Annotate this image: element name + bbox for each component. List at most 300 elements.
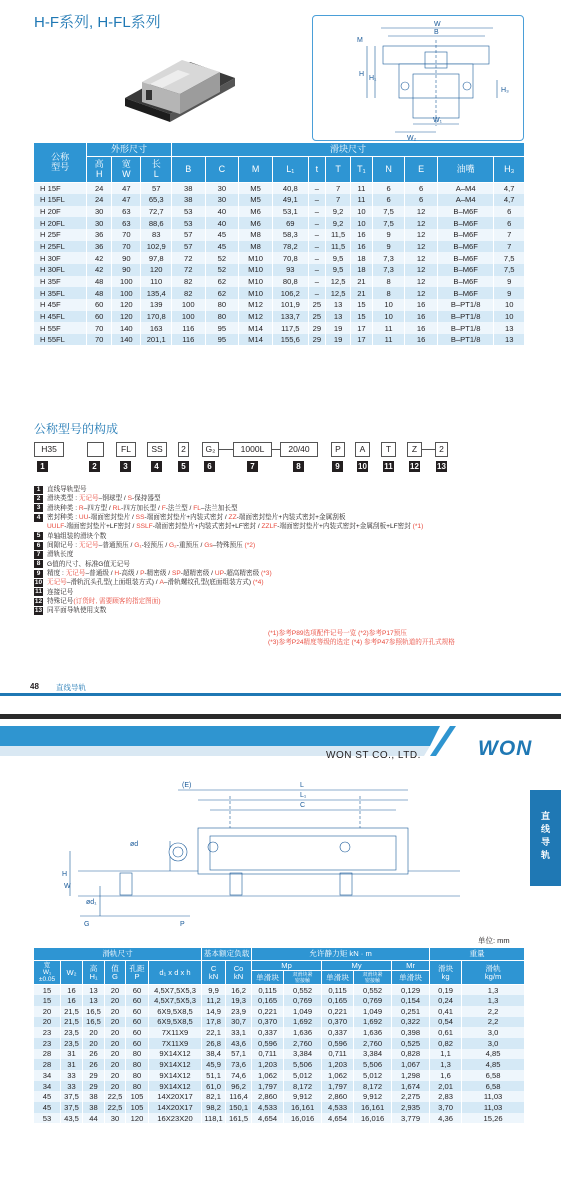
table-cell: 62: [205, 276, 239, 288]
table-cell: 1,298: [392, 1070, 430, 1081]
legend-text: [47, 504, 238, 513]
table-cell: 4,654: [252, 1113, 284, 1124]
table-cell: –: [308, 252, 325, 264]
table-cell: 12: [405, 241, 438, 253]
table-row: [34, 322, 525, 334]
table-cell: 16: [405, 311, 438, 323]
table-cell: 4,7: [494, 183, 525, 195]
legend-text: [47, 560, 130, 569]
col-d: d₁ x d x h: [149, 961, 202, 985]
table-cell: 21: [351, 287, 373, 299]
table-cell: 31: [61, 1059, 83, 1070]
legend-text: [47, 513, 345, 522]
table-cell: 30,7: [226, 1017, 252, 1028]
table-cell: 40,8: [272, 183, 308, 195]
table-cell: 11,2: [202, 995, 226, 1006]
page-divider: [0, 714, 561, 719]
table-cell: B–PT1/8: [437, 299, 493, 311]
table-cell: 26: [83, 1049, 105, 1060]
legend-item: [34, 504, 534, 513]
table-row: [34, 334, 525, 346]
legend-text-part: -轻预压 /: [141, 542, 170, 550]
table-row: [34, 287, 525, 299]
code-connector: [422, 449, 435, 450]
legend-text-part: 精度 :: [47, 570, 66, 578]
table-cell: 120: [126, 1113, 149, 1124]
table-cell: 0,221: [252, 1006, 284, 1017]
table-cell: 0,165: [252, 995, 284, 1006]
legend-text: [47, 597, 161, 606]
table-cell: 33: [61, 1070, 83, 1081]
table-cell: 18: [351, 264, 373, 276]
table-row: [34, 194, 525, 206]
table-cell: 1,636: [284, 1027, 322, 1038]
col-w1: 宽 W₁ ±0.05: [34, 961, 61, 985]
table-cell: 20: [83, 1027, 105, 1038]
table-row: [34, 1038, 525, 1049]
table-cell: 60: [87, 311, 112, 323]
legend-text: [47, 485, 87, 494]
legend-item: [34, 588, 534, 597]
legend-text-part: 无记号: [78, 495, 99, 503]
table-cell: 11,5: [326, 229, 351, 241]
code-box: 1000L: [233, 442, 272, 457]
legend-text-part: 无记号: [78, 542, 99, 550]
legend-text-part: ZZ: [228, 514, 237, 522]
table-cell: 20: [105, 1017, 126, 1028]
code-box: P: [331, 442, 345, 457]
table-cell: 10: [351, 217, 373, 229]
table-cell: 7,5: [494, 264, 525, 276]
table-cell: 0,828: [392, 1049, 430, 1060]
header-band: [0, 726, 561, 768]
note-line: (*3)参考P24精度等级的选定 (*4) 参考P47参照轨道的开孔式规格: [268, 639, 455, 647]
table-row: [34, 1027, 525, 1038]
model-cell: H 20FL: [34, 217, 87, 229]
legend-number-badge: 6: [34, 542, 43, 550]
table-cell: 11,03: [462, 1102, 525, 1113]
table-cell: 9,5: [326, 252, 351, 264]
legend-text: [47, 606, 106, 615]
table-cell: 1,203: [322, 1059, 354, 1070]
linear-guide-photo: [120, 42, 240, 124]
table-cell: 16,2: [226, 985, 252, 996]
table-cell: 42: [87, 252, 112, 264]
table-cell: A–M4: [437, 183, 493, 195]
legend-text-part: P: [140, 570, 145, 578]
table-cell: 98,2: [202, 1102, 226, 1113]
dim-d1-label: ød₁: [86, 899, 97, 906]
legend-text-part: –滑轨螺纹孔型(底面组装方式): [163, 579, 253, 587]
code-box: 2: [435, 442, 448, 457]
table-row: [34, 299, 525, 311]
col-g: 值 G: [105, 961, 126, 985]
side-tab-char: 直: [540, 811, 550, 821]
legend-text-part: -端面密封垫片+内装式密封+金属刮板+LF密封: [277, 523, 413, 531]
table-cell: 140: [112, 322, 141, 334]
table-cell: 38: [83, 1091, 105, 1102]
table-cell: 0,19: [430, 985, 462, 996]
code-number-badge: 8: [293, 461, 304, 472]
table-cell: 11: [372, 322, 405, 334]
table-cell: 82,1: [202, 1091, 226, 1102]
table-cell: 9: [494, 276, 525, 288]
table-cell: 11,5: [326, 241, 351, 253]
table-cell: 117,5: [272, 322, 308, 334]
legend-number-badge: 9: [34, 570, 43, 578]
table-cell: 1,049: [284, 1006, 322, 1017]
table-row: [34, 276, 525, 288]
table-cell: M14: [239, 322, 273, 334]
table-cell: 20: [34, 1006, 61, 1017]
model-code-legend: [34, 485, 534, 616]
table-cell: 9,9: [202, 985, 226, 996]
table-cell: 63: [112, 206, 141, 218]
col-group-outer: 外形尺寸: [87, 143, 172, 157]
table-cell: 1,1: [430, 1049, 462, 1060]
legend-text: [47, 494, 161, 503]
legend-text: [47, 578, 264, 587]
col-block-7: N: [372, 157, 405, 183]
table-cell: 52: [205, 252, 239, 264]
legend-text-part: (*1): [412, 523, 424, 531]
table-cell: 21,5: [61, 1006, 83, 1017]
model-code-diagram: [34, 442, 534, 478]
reference-notes: [268, 629, 455, 648]
legend-text: [47, 522, 423, 531]
col-label-zh: 高: [94, 159, 104, 170]
col-w2: W₂: [61, 961, 83, 985]
legend-text-part: Gs: [204, 542, 213, 550]
code-box: 2: [178, 442, 189, 457]
table-cell: 116,4: [226, 1091, 252, 1102]
table-cell: 100: [171, 311, 205, 323]
table-cell: 11,03: [462, 1091, 525, 1102]
table-cell: 9X14X12: [149, 1070, 202, 1081]
table-cell: 45: [34, 1102, 61, 1113]
table-cell: 7: [326, 183, 351, 195]
table-cell: 80: [205, 299, 239, 311]
table-cell: 72,7: [141, 206, 171, 218]
legend-text-part: A: [159, 579, 164, 587]
legend-text-part: G₂: [169, 542, 177, 550]
legend-item: [34, 560, 534, 569]
table-cell: 36: [87, 229, 112, 241]
table-cell: 88,6: [141, 217, 171, 229]
legend-text-part: SP: [171, 570, 181, 578]
table-row: [34, 1070, 525, 1081]
table-cell: A–M4: [437, 194, 493, 206]
table-cell: 10: [372, 299, 405, 311]
table-row: [34, 252, 525, 264]
table-cell: 25: [308, 311, 325, 323]
table-cell: 40: [205, 206, 239, 218]
table-cell: 13: [494, 322, 525, 334]
table-cell: 4,533: [252, 1102, 284, 1113]
table-cell: 0,337: [252, 1027, 284, 1038]
code-box: SS: [147, 442, 167, 457]
table-cell: 38,4: [202, 1049, 226, 1060]
table-cell: M14: [239, 334, 273, 346]
table-row: [34, 1049, 525, 1060]
table-cell: 2,83: [430, 1091, 462, 1102]
table-cell: 3,779: [392, 1113, 430, 1124]
table-cell: 0,129: [392, 985, 430, 996]
table-cell: 73,6: [226, 1059, 252, 1070]
table-cell: 105: [126, 1102, 149, 1113]
table-cell: 13: [326, 311, 351, 323]
table-cell: 69: [272, 217, 308, 229]
table-cell: –: [308, 241, 325, 253]
table-cell: 14X20X17: [149, 1091, 202, 1102]
table-cell: 140: [112, 334, 141, 346]
legend-number-badge: 8: [34, 560, 43, 568]
legend-text-part: G₁: [134, 542, 142, 550]
table-cell: 0,221: [322, 1006, 354, 1017]
legend-text-part: ZZLF: [261, 523, 278, 531]
table-row: [34, 1017, 525, 1028]
legend-text-part: (*4): [252, 579, 264, 587]
legend-text-part: –四方型 /: [83, 504, 113, 512]
table-cell: 70: [87, 334, 112, 346]
table-cell: 3,0: [462, 1027, 525, 1038]
table-cell: 0,552: [354, 985, 392, 996]
table-cell: 13: [83, 985, 105, 996]
model-cell: H 15FL: [34, 194, 87, 206]
code-box: [87, 442, 104, 457]
col-group-moment: 允许静力矩 kN · m: [252, 948, 430, 961]
table-cell: 1,203: [252, 1059, 284, 1070]
table-cell: 6: [405, 194, 438, 206]
legend-text-part: -端面密封垫片 /: [88, 514, 136, 522]
table-cell: 72: [171, 264, 205, 276]
table-cell: 15: [351, 299, 373, 311]
table-cell: 9X14X12: [149, 1049, 202, 1060]
table-cell: 8: [372, 287, 405, 299]
table-cell: 20: [105, 1027, 126, 1038]
table-cell: 116: [171, 334, 205, 346]
table-cell: 16: [405, 334, 438, 346]
table-cell: 1,049: [354, 1006, 392, 1017]
legend-text: [47, 541, 255, 550]
model-cell: H 55FL: [34, 334, 87, 346]
table-cell: 19: [326, 322, 351, 334]
table-cell: 28: [34, 1049, 61, 1060]
legend-text-part: S: [127, 495, 133, 503]
table-cell: 65,3: [141, 194, 171, 206]
dim-w1-label: W₁: [433, 117, 442, 124]
table-cell: 44: [83, 1113, 105, 1124]
side-tab-char: 导: [540, 837, 550, 847]
table-cell: 9X14X12: [149, 1081, 202, 1092]
table-cell: 6X9,5X8,5: [149, 1017, 202, 1028]
table-cell: 2,760: [284, 1038, 322, 1049]
table-cell: 72: [171, 252, 205, 264]
table-cell: 57: [171, 241, 205, 253]
table-cell: 20: [105, 1059, 126, 1070]
table-cell: 0,115: [252, 985, 284, 996]
footer-rule: [0, 693, 561, 696]
dim-h-label: H: [359, 71, 365, 78]
table-cell: 12: [405, 217, 438, 229]
table-cell: 16: [61, 995, 83, 1006]
table-cell: 100: [112, 276, 141, 288]
model-cell: H 25FL: [34, 241, 87, 253]
table-cell: 28: [34, 1059, 61, 1070]
page-title: H-F系列, H-FL系列: [34, 14, 161, 31]
code-number-badge: 12: [410, 462, 419, 471]
table-cell: 1,797: [252, 1081, 284, 1092]
table-cell: 6: [494, 206, 525, 218]
table-cell: 20: [105, 1049, 126, 1060]
side-tab-char: 轨: [540, 850, 550, 860]
col-block-6: T₁: [351, 157, 373, 183]
table-cell: 16: [351, 241, 373, 253]
legend-text-part: FL: [193, 504, 201, 512]
legend-text-part: (*3): [261, 570, 272, 578]
table-cell: 12: [405, 264, 438, 276]
table-cell: 120: [141, 264, 171, 276]
table-cell: 31: [61, 1049, 83, 1060]
dim-m-label: M: [357, 37, 363, 44]
side-tab-linear-guide[interactable]: [530, 790, 561, 886]
table-cell: 80: [126, 1081, 149, 1092]
table-cell: 80: [126, 1070, 149, 1081]
table-cell: 1,067: [392, 1059, 430, 1070]
col-block-5: T: [326, 157, 351, 183]
model-cell: H 25F: [34, 229, 87, 241]
table-cell: 11: [351, 194, 373, 206]
table-cell: 36: [87, 241, 112, 253]
table-cell: 4,654: [322, 1113, 354, 1124]
side-tab-char: 线: [540, 824, 550, 834]
code-number-badge: 4: [151, 461, 162, 472]
table-cell: 57,1: [226, 1049, 252, 1060]
table-cell: 1,797: [322, 1081, 354, 1092]
table-cell: 9,912: [354, 1091, 392, 1102]
col-block-10: H₃: [494, 157, 525, 183]
table-cell: 16,5: [83, 1006, 105, 1017]
table-row: [34, 1113, 525, 1124]
table-cell: B–M6F: [437, 217, 493, 229]
table-cell: M10: [239, 276, 273, 288]
col-outer-h: [87, 157, 112, 183]
legend-text-part: –钢球型 /: [98, 495, 128, 503]
table-cell: 4,533: [322, 1102, 354, 1113]
dim-b-label: B: [434, 29, 439, 36]
table-cell: 1,692: [354, 1017, 392, 1028]
table-cell: B–PT1/8: [437, 322, 493, 334]
legend-text-part: 特殊记号: [47, 598, 74, 606]
table-cell: 0,525: [392, 1038, 430, 1049]
dim-d-label: ød: [130, 841, 139, 848]
table-cell: 20: [34, 1017, 61, 1028]
table-cell: 7: [326, 194, 351, 206]
table-cell: 26,8: [202, 1038, 226, 1049]
table-cell: B–M6F: [437, 241, 493, 253]
code-box: G₂: [202, 442, 219, 457]
table-cell: 60: [126, 1038, 149, 1049]
table-cell: 29: [308, 334, 325, 346]
col-weight-block: 滑块 kg: [430, 961, 462, 985]
col-outer-l: [141, 157, 171, 183]
legend-number-badge: 10: [34, 578, 43, 586]
table-cell: 7: [494, 229, 525, 241]
code-box: H35: [34, 442, 64, 457]
table-cell: 82: [171, 287, 205, 299]
table-cell: 7,5: [494, 252, 525, 264]
table-cell: 93: [272, 264, 308, 276]
table-cell: 30: [87, 217, 112, 229]
legend-text-part: 滑轨长度: [47, 551, 74, 559]
model-cell: H 45F: [34, 299, 87, 311]
table-cell: 38: [171, 194, 205, 206]
dim-h3-label: H₃: [501, 87, 509, 94]
model-cell: H 30F: [34, 252, 87, 264]
table-cell: B–M6F: [437, 276, 493, 288]
table-cell: 42: [87, 264, 112, 276]
dim-c-label: C: [300, 802, 306, 809]
legend-text-part: 滑块种类 :: [47, 504, 79, 512]
dim-e-label: (E): [182, 782, 192, 789]
table-cell: 110: [141, 276, 171, 288]
table-cell: 2,2: [462, 1017, 525, 1028]
table-cell: 21,5: [61, 1017, 83, 1028]
code-box: 20/40: [280, 442, 318, 457]
table-cell: 10: [494, 311, 525, 323]
table-row: [34, 1102, 525, 1113]
table-cell: 21: [351, 276, 373, 288]
table-cell: 7,3: [372, 264, 405, 276]
legend-text-part: G值的尺寸、标准G值无记号: [47, 560, 130, 568]
table-cell: 0,370: [252, 1017, 284, 1028]
table-cell: 83: [141, 229, 171, 241]
table-cell: 9,5: [326, 264, 351, 276]
table-cell: 4,85: [462, 1049, 525, 1060]
table-cell: M12: [239, 299, 273, 311]
table-cell: 14X20X17: [149, 1102, 202, 1113]
table-cell: 7X11X9: [149, 1027, 202, 1038]
table-cell: 16,161: [354, 1102, 392, 1113]
table-cell: 58,3: [272, 229, 308, 241]
table-cell: 57: [141, 183, 171, 195]
table-cell: 139: [141, 299, 171, 311]
table-cell: M10: [239, 264, 273, 276]
col-weight-rail: 滑轨 kg/m: [462, 961, 525, 985]
code-number-badge: 9: [332, 461, 343, 472]
table-cell: 22,5: [105, 1091, 126, 1102]
table-row: [34, 229, 525, 241]
legend-text-part: -重预压 /: [176, 542, 205, 550]
col-group-block: 滑块尺寸: [171, 143, 524, 157]
legend-text-part: F: [161, 504, 166, 512]
legend-item: [34, 522, 534, 531]
table-row: [34, 985, 525, 996]
legend-text-part: -超精密级 /: [180, 570, 215, 578]
model-cell: H 55F: [34, 322, 87, 334]
table-cell: B–PT1/8: [437, 311, 493, 323]
legend-text-part: -超高精密级: [224, 570, 262, 578]
table-cell: 150,1: [226, 1102, 252, 1113]
dim-w-label: W: [64, 883, 71, 890]
legend-item: [34, 485, 534, 494]
table-cell: 11: [372, 334, 405, 346]
table-cell: 170,8: [141, 311, 171, 323]
table-cell: 37,5: [61, 1091, 83, 1102]
table-cell: M10: [239, 252, 273, 264]
table-cell: 9,912: [284, 1091, 322, 1102]
legend-text-part: H: [114, 570, 120, 578]
